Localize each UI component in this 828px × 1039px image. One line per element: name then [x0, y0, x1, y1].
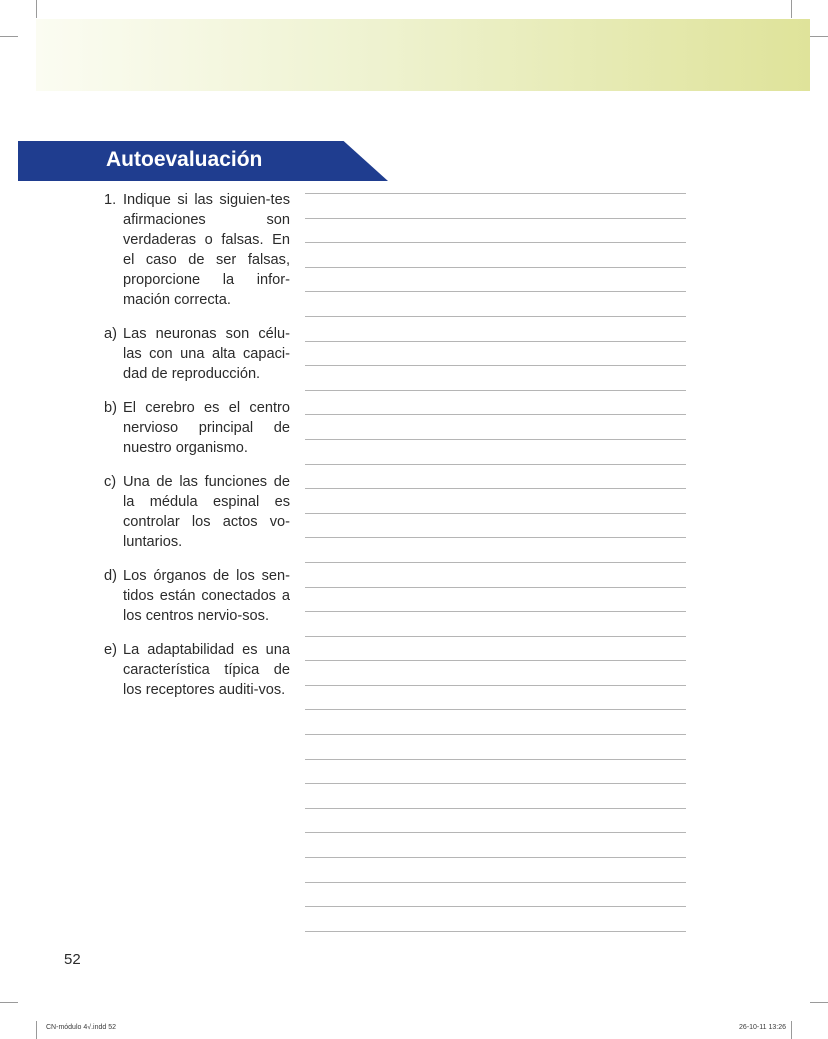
- answer-line: [305, 685, 686, 686]
- question-marker: d): [104, 568, 117, 584]
- question-text: El cerebro es el centro nervioso principal de nuestro organismo.: [123, 400, 290, 456]
- question-text: La adaptabilidad es una característica típica de los receptores auditi-vos.: [123, 642, 290, 698]
- crop-mark: [791, 0, 792, 18]
- answer-line: [305, 390, 686, 391]
- answer-line: [305, 759, 686, 760]
- question-item: [104, 472, 290, 552]
- crop-mark: [0, 1002, 18, 1003]
- answer-line: [305, 316, 686, 317]
- answer-line: [305, 660, 686, 661]
- answer-line: [305, 537, 686, 538]
- answer-line: [305, 931, 686, 932]
- answer-line: [305, 734, 686, 735]
- crop-mark: [791, 1021, 792, 1039]
- footer-file-info: CN-módulo 4√.indd 52: [46, 1024, 116, 1031]
- answer-line: [305, 193, 686, 194]
- crop-mark: [810, 1002, 828, 1003]
- question-item: [104, 190, 290, 310]
- answer-line: [305, 611, 686, 612]
- answer-line: [305, 488, 686, 489]
- answer-line: [305, 218, 686, 219]
- crop-mark: [0, 36, 18, 37]
- answer-line: [305, 242, 686, 243]
- question-item: [104, 398, 290, 458]
- question-marker: e): [104, 642, 117, 658]
- question-marker: a): [104, 326, 117, 342]
- answer-line: [305, 291, 686, 292]
- question-marker: c): [104, 474, 117, 490]
- crop-mark: [36, 1021, 37, 1039]
- answer-line: [305, 464, 686, 465]
- question-item: [104, 566, 290, 626]
- answer-line: [305, 636, 686, 637]
- question-text: Las neuronas son célu-las con una alta capaci-dad de reproducción.: [123, 326, 290, 382]
- footer-date-info: 26-10-11 13:26: [739, 1024, 786, 1031]
- question-text: Los órganos de los sen-tidos están conectados a los centros nervio-sos.: [123, 568, 290, 624]
- answer-line: [305, 414, 686, 415]
- answer-line: [305, 365, 686, 366]
- answer-line: [305, 882, 686, 883]
- question-item: [104, 324, 290, 384]
- answer-line: [305, 439, 686, 440]
- answer-line: [305, 587, 686, 588]
- answer-line: [305, 832, 686, 833]
- answer-line: [305, 857, 686, 858]
- answer-line: [305, 783, 686, 784]
- crop-mark: [36, 0, 37, 18]
- answer-line: [305, 267, 686, 268]
- page-number: 52: [64, 951, 81, 968]
- question-marker: b): [104, 400, 117, 416]
- answer-lines: [305, 193, 686, 955]
- answer-line: [305, 709, 686, 710]
- question-text: Indique si las siguien-tes afirmaciones son verdaderas o falsas. En el caso de ser falsas, proporcione la infor-mación correcta.: [123, 192, 290, 308]
- question-item: [104, 640, 290, 700]
- header-gradient-band: [36, 19, 810, 91]
- section-title: Autoevaluación: [106, 148, 263, 171]
- answer-line: [305, 513, 686, 514]
- answer-line: [305, 906, 686, 907]
- question-list: [104, 190, 290, 714]
- answer-line: [305, 562, 686, 563]
- question-marker: 1.: [104, 192, 117, 208]
- answer-line: [305, 808, 686, 809]
- question-text: Una de las funciones de la médula espinal es controlar los actos vo-luntarios.: [123, 474, 290, 550]
- crop-mark: [810, 36, 828, 37]
- answer-line: [305, 341, 686, 342]
